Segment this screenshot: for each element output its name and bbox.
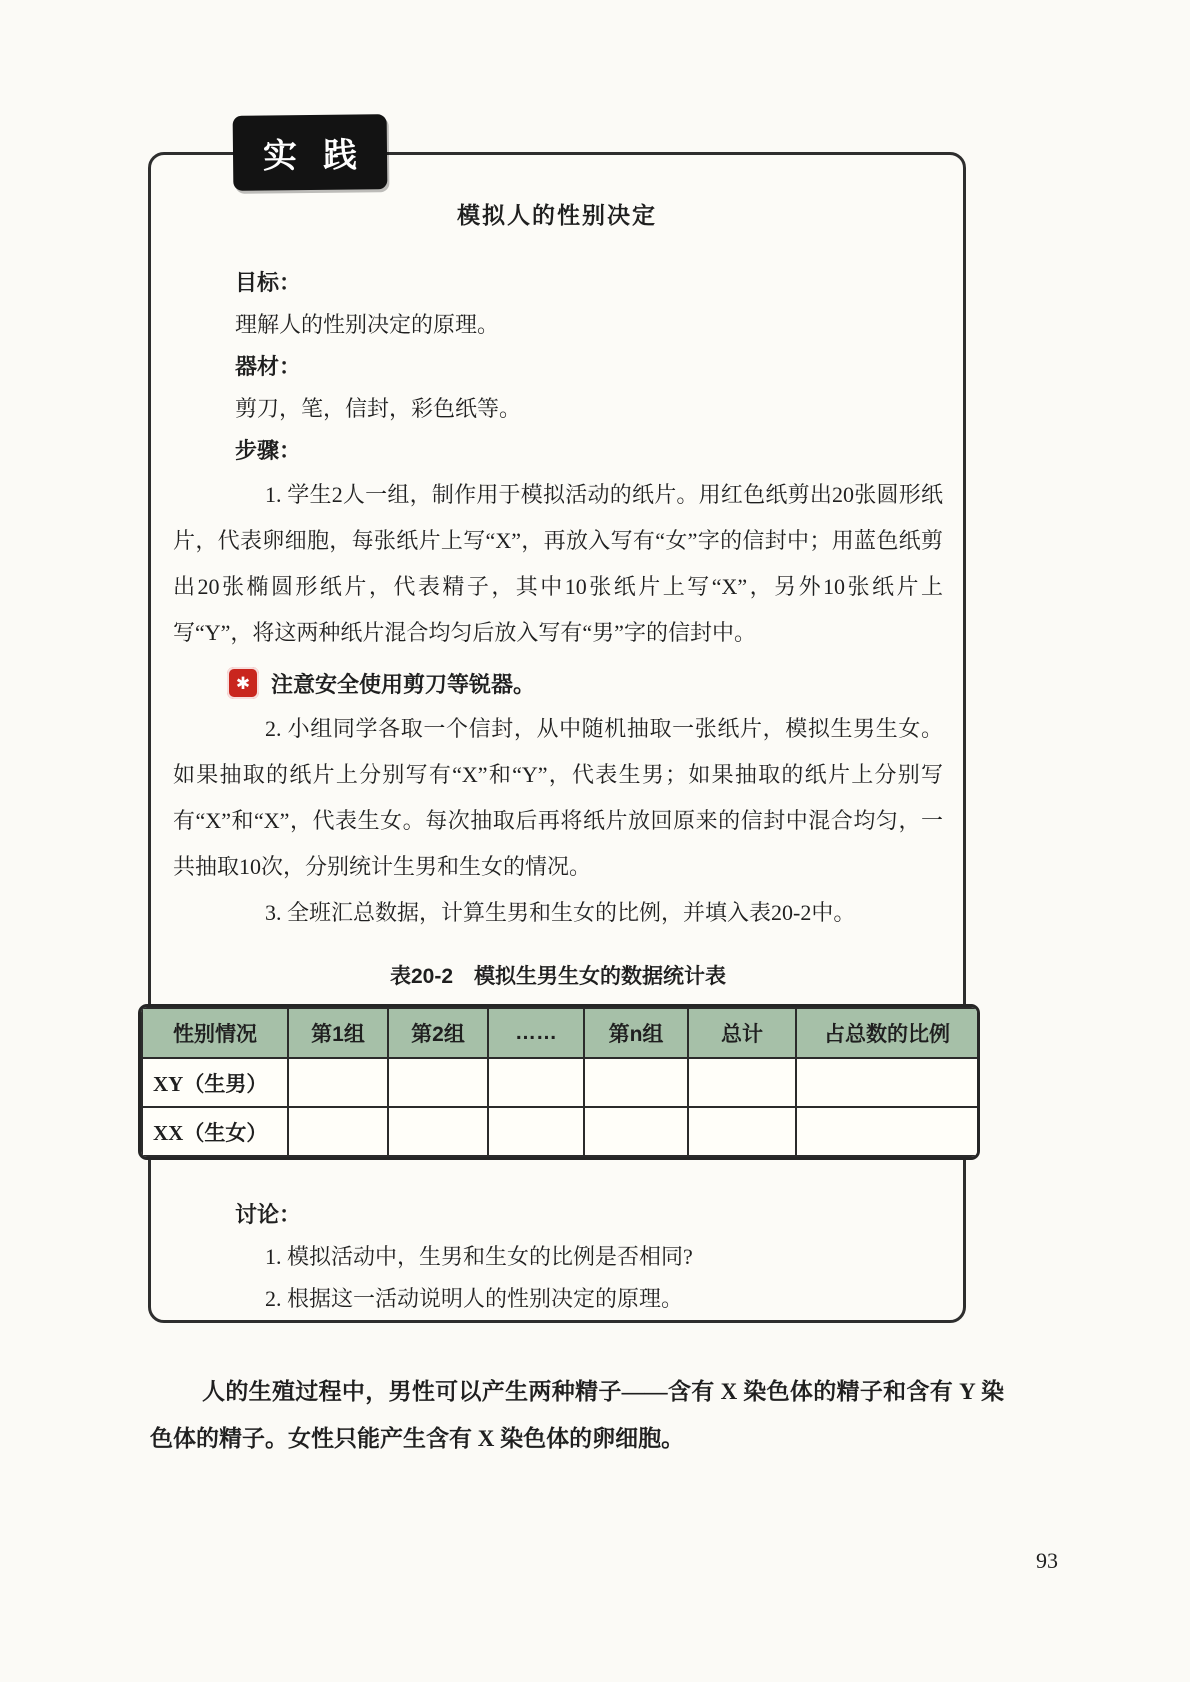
activity-content (151, 262, 963, 1320)
discussion-heading: 讨论： (235, 1202, 302, 1227)
empty-data-cell (688, 1107, 796, 1156)
table-header-cell: 第2组 (388, 1008, 488, 1058)
discussion-question-2: 2. 根据这一活动说明人的性别决定的原理。 (265, 1286, 684, 1311)
table-row (142, 1107, 978, 1156)
goal-heading: 目标： (235, 270, 302, 295)
page-number: 93 (1036, 1548, 1058, 1573)
safety-warning (227, 660, 943, 706)
materials-heading: 器材： (235, 354, 302, 379)
table-header-cell: 第1组 (288, 1008, 388, 1058)
body-paragraph: 人的生殖过程中，男性可以产生两种精子——含有 X 染色体的精子和含有 Y 染色体的精子。女性只能产生含有 X 染色体的卵细胞。 (150, 1379, 1004, 1451)
empty-data-cell (288, 1107, 388, 1156)
empty-data-cell (796, 1058, 978, 1107)
empty-data-cell (388, 1058, 488, 1107)
empty-data-cell (488, 1058, 584, 1107)
table-header-cell: 性别情况 (142, 1008, 288, 1058)
step-1: 1. 学生2人一组，制作用于模拟活动的纸片。用红色纸剪出20张圆形纸片，代表卵细胞，每张纸片上写“X”，再放入写有“女”字的信封中；用蓝色纸剪出20张椭圆形纸片，代表精子，其中10张纸片上写“X”，另外10张纸片上写“Y”，将这两种纸片混合均匀后放入写有“男”字的信封中。 (173, 482, 943, 645)
steps-heading: 步骤： (235, 438, 302, 463)
empty-data-cell (388, 1107, 488, 1156)
empty-data-cell (488, 1107, 584, 1156)
practice-activity-box (148, 137, 966, 1323)
table-header-cell: 占总数的比例 (796, 1008, 978, 1058)
results-table (138, 1004, 980, 1160)
table-header-cell: 第n组 (584, 1008, 688, 1058)
activity-title: 模拟人的性别决定 (457, 202, 657, 228)
safety-icon (227, 667, 259, 699)
safety-warning-text: 注意安全使用剪刀等锐器。 (271, 671, 536, 697)
table-row (142, 1058, 978, 1107)
discussion-section (173, 1194, 943, 1320)
safety-icon-glyph: ✱ (235, 673, 251, 693)
table-header-cell: 总计 (688, 1008, 796, 1058)
empty-data-cell (584, 1107, 688, 1156)
step-3: 3. 全班汇总数据，计算生男和生女的比例，并填入表20-2中。 (265, 900, 856, 925)
empty-data-cell (688, 1058, 796, 1107)
row-label-cell: XX（生女） (142, 1107, 288, 1156)
discussion-question-1: 1. 模拟活动中，生男和生女的比例是否相同? (265, 1244, 693, 1269)
goal-text: 理解人的性别决定的原理。 (235, 312, 500, 337)
empty-data-cell (796, 1107, 978, 1156)
practice-tab-label: 实践 (262, 137, 384, 176)
table-header-row (142, 1008, 978, 1058)
row-label-cell: XY（生男） (142, 1058, 288, 1107)
step-2: 2. 小组同学各取一个信封，从中随机抽取一张纸片，模拟生男生女。如果抽取的纸片上分别写有“X”和“Y”，代表生男；如果抽取的纸片上分别写有“X”和“X”，代表生女。每次抽取后再将纸片放回原来的信封中混合均匀，一共抽取10次，分别统计生男和生女的情况。 (173, 716, 943, 879)
empty-data-cell (288, 1058, 388, 1107)
table-caption: 表20-2 模拟生男生女的数据统计表 (389, 965, 727, 988)
materials-text: 剪刀，笔，信封，彩色纸等。 (235, 396, 522, 421)
table-header-cell: …… (488, 1008, 584, 1058)
practice-tab (233, 114, 388, 191)
empty-data-cell (584, 1058, 688, 1107)
